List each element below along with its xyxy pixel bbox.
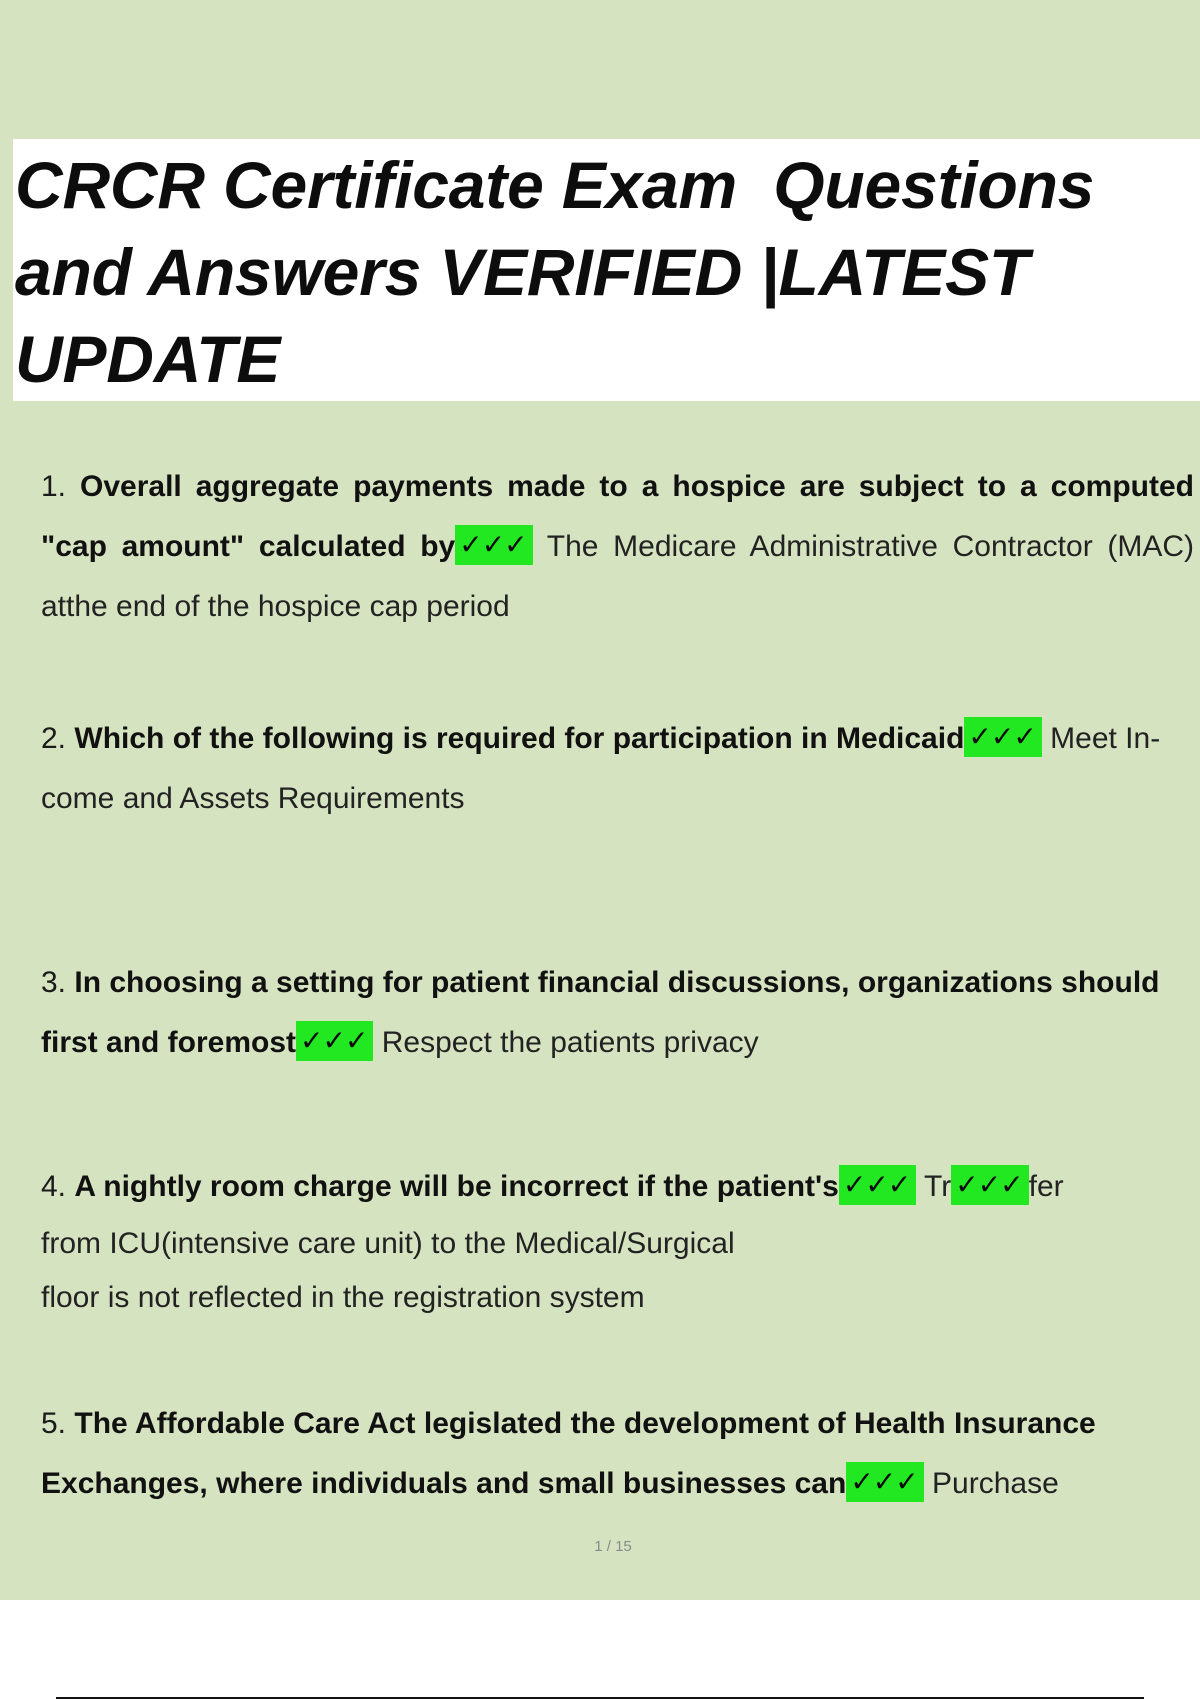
question-text: In choosing a setting for patient financial discussions, organizations should first and foremost: [41, 966, 1160, 1059]
question-number: 1.: [41, 470, 67, 503]
question-text: The Affordable Care Act legislated the development of Health Insurance Exchanges, where individuals and small businesses can: [41, 1407, 1096, 1500]
check-mark-icon: ✓✓✓: [964, 717, 1041, 757]
check-mark-icon: ✓✓✓: [846, 1462, 923, 1502]
check-mark-icon: ✓✓✓: [455, 525, 532, 565]
answer-text-suffix: fer: [1028, 1170, 1064, 1203]
question-item-5: [41, 1394, 1194, 1514]
question-number: 2.: [41, 722, 67, 755]
check-mark-icon: ✓✓✓: [296, 1021, 373, 1061]
question-item-2: [41, 709, 1194, 829]
answer-text: The Medicare Administrative Contractor (MAC) atthe end of the hospice cap period: [41, 530, 1195, 623]
answer-text: Purchase: [932, 1467, 1059, 1500]
check-mark-icon: ✓✓✓: [951, 1165, 1028, 1205]
question-number: 3.: [41, 966, 67, 999]
answer-text-line: floor is not reflected in the registration system: [41, 1281, 645, 1314]
question-text: A nightly room charge will be incorrect if the patient's: [74, 1170, 839, 1203]
question-number: 4.: [41, 1170, 67, 1203]
question-number: 5.: [41, 1407, 67, 1440]
answer-text: Meet In-come and Assets Requirements: [41, 722, 1161, 815]
answer-text: Respect the patients privacy: [381, 1026, 759, 1059]
question-text: Which of the following is required for participation in Medicaid: [74, 722, 965, 755]
answer-text-line: from ICU(intensive care unit) to the Medical/Surgical: [41, 1227, 735, 1260]
check-mark-icon: ✓✓✓: [839, 1165, 916, 1205]
page-indicator: 1 / 15: [594, 1538, 632, 1555]
question-item-3: [41, 953, 1194, 1073]
document-title: CRCR Certificate Exam Questions and Answers VERIFIED |LATEST UPDATE: [15, 148, 1113, 396]
question-text: Overall aggregate payments made to a hospice are subject to a computed "cap amount" calculated by: [41, 470, 1194, 563]
footer-divider: [56, 1697, 1144, 1699]
question-item-1: [41, 457, 1194, 637]
question-item-4: [41, 1157, 1194, 1325]
answer-text-prefix: Tr: [924, 1170, 952, 1203]
